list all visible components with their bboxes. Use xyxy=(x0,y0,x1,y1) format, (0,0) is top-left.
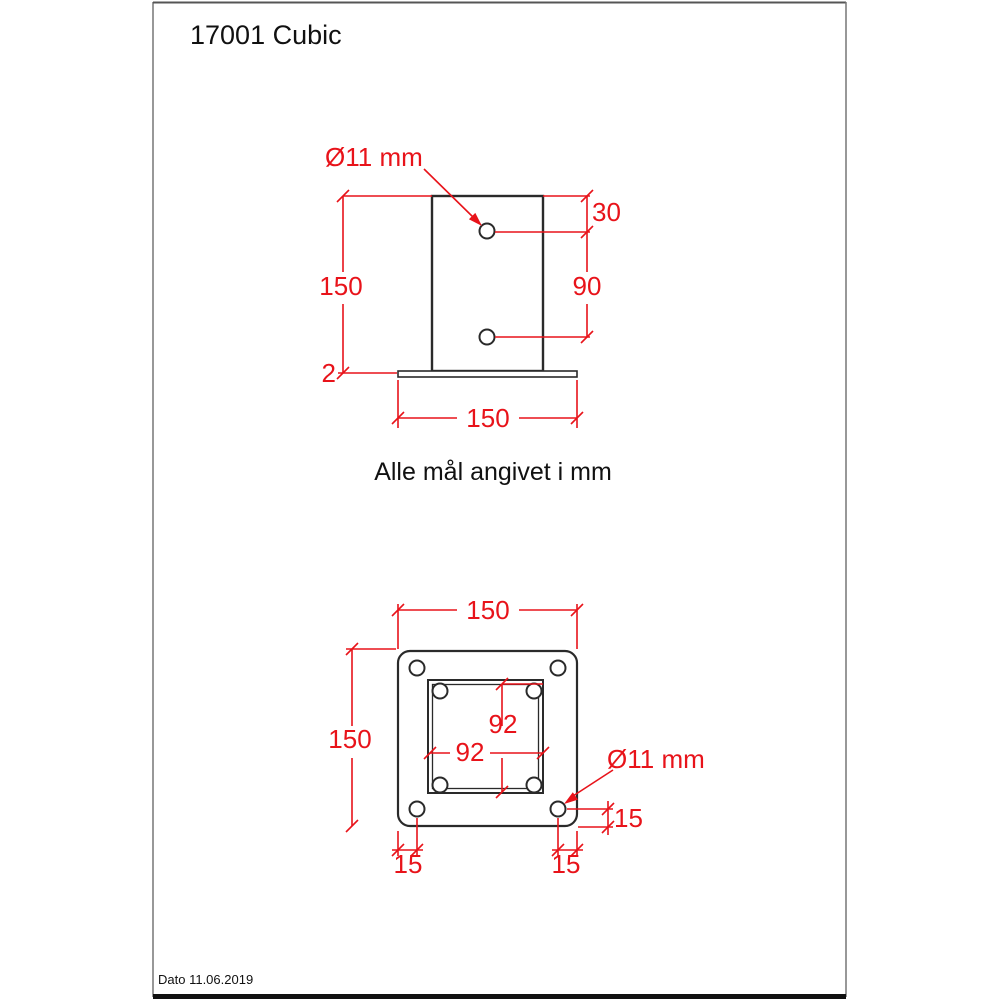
front-view xyxy=(319,142,621,433)
date-label: Dato 11.06.2019 xyxy=(158,972,254,987)
inner-bolt-hole xyxy=(527,684,542,699)
dim-post-depth: 92 xyxy=(488,709,518,739)
inner-bolt-hole xyxy=(433,684,448,699)
dim-post-width: 92 xyxy=(455,737,485,767)
dim-hole-edge-bottom-left: 15 xyxy=(393,849,423,879)
corner-bolt-hole xyxy=(410,802,425,817)
hole-diameter-label: Ø11 mm xyxy=(325,142,423,172)
base-plate xyxy=(398,651,577,826)
document-frame xyxy=(153,2,846,999)
inner-bolt-hole xyxy=(527,778,542,793)
base-plate-edge xyxy=(398,371,577,377)
dim-hole-edge-right: 15 xyxy=(614,803,643,833)
inner-bolt-hole xyxy=(433,778,448,793)
dim-height: 150 xyxy=(319,271,363,301)
dim-plate-thickness: 2 xyxy=(321,358,336,388)
corner-bolt-hole xyxy=(551,802,566,817)
dim-plate-width: 150 xyxy=(466,595,510,625)
corner-bolt-hole xyxy=(551,661,566,676)
page-title: 17001 Cubic xyxy=(190,20,342,50)
dim-hole-spacing: 90 xyxy=(572,271,602,301)
dim-plate-depth: 150 xyxy=(328,724,372,754)
dim-hole-edge-bottom-right: 15 xyxy=(551,849,581,879)
units-note: Alle mål angivet i mm xyxy=(374,458,612,486)
dim-hole-top-offset: 30 xyxy=(592,197,621,227)
corner-bolt-hole xyxy=(410,661,425,676)
dim-plate-width: 150 xyxy=(466,403,510,433)
frame-bottom-bar xyxy=(153,994,846,999)
hole-diameter-label: Ø11 mm xyxy=(607,744,705,774)
plan-view xyxy=(328,595,704,879)
bolt-hole xyxy=(480,330,495,345)
